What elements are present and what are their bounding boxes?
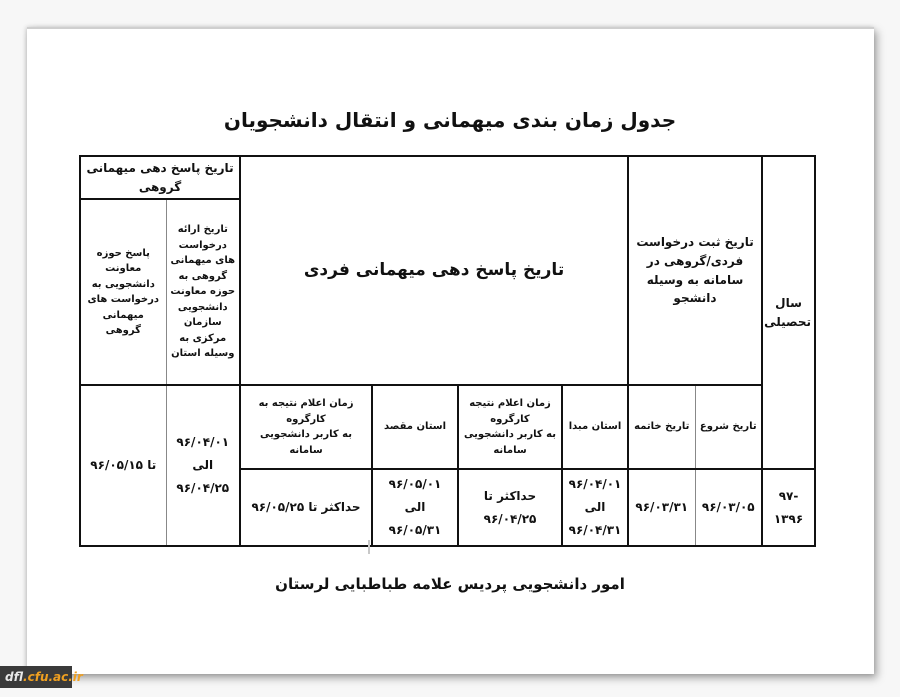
text-cursor-icon xyxy=(368,540,370,554)
header-destination-result: زمان اعلام نتیجه به کارگروه به کاربر دانشجویی سامانه xyxy=(240,385,372,469)
cell-origin-province: ۹۶/۰۴/۰۱ الی ۹۶/۰۴/۳۱ xyxy=(562,469,628,546)
cell-group-response: تا ۹۶/۰۵/۱۵ xyxy=(80,385,166,546)
header-individual-response: تاریخ پاسخ دهی میهمانی فردی xyxy=(240,156,628,385)
site-watermark: dfl.cfu.ac.ir xyxy=(0,666,72,688)
cell-registration-start: ۹۶/۰۳/۰۵ xyxy=(695,469,762,546)
document-title: جدول زمان بندی میهمانی و انتقال دانشجویان xyxy=(223,108,677,132)
header-registration: تاریخ ثبت درخواست فردی/گروهی در سامانه به وسیله دانشجو xyxy=(628,156,762,385)
schedule-table xyxy=(79,155,816,547)
header-group-response-detail: پاسخ حوزه معاونت دانشجویی به درخواست های میهمانی گروهی xyxy=(80,199,166,385)
header-registration-start: تاریخ شروع xyxy=(695,385,762,469)
document-footer: امور دانشجویی پردیس علامه طباطبایی لرستان xyxy=(275,575,625,593)
header-group-submit: تاریخ ارائه درخواست های میهمانی گروهی به حوزه معاونت دانشجویی سازمان مرکزی به وسیله استان xyxy=(166,199,240,385)
cell-academic-year: -۹۷ ۱۳۹۶ xyxy=(762,469,815,546)
cell-registration-end: ۹۶/۰۳/۳۱ xyxy=(628,469,695,546)
header-registration-end: تاریخ خاتمه xyxy=(628,385,695,469)
header-origin-province: استان مبدا xyxy=(562,385,628,469)
header-academic-year: سال تحصیلی xyxy=(762,156,815,469)
cell-group-submit: ۹۶/۰۴/۰۱ الی ۹۶/۰۴/۲۵ xyxy=(166,385,240,546)
cell-destination-result: حداکثر تا ۹۶/۰۵/۲۵ xyxy=(240,469,372,546)
header-origin-result: زمان اعلام نتیجه کارگروه به کاربر دانشجویی سامانه xyxy=(458,385,562,469)
header-destination-province: استان مقصد xyxy=(372,385,458,469)
cell-origin-result: حداکثر تا ۹۶/۰۴/۲۵ xyxy=(458,469,562,546)
header-group-response: تاریخ پاسخ دهی میهمانی گروهی xyxy=(80,156,240,199)
cell-destination-province: ۹۶/۰۵/۰۱ الی ۹۶/۰۵/۳۱ xyxy=(372,469,458,546)
